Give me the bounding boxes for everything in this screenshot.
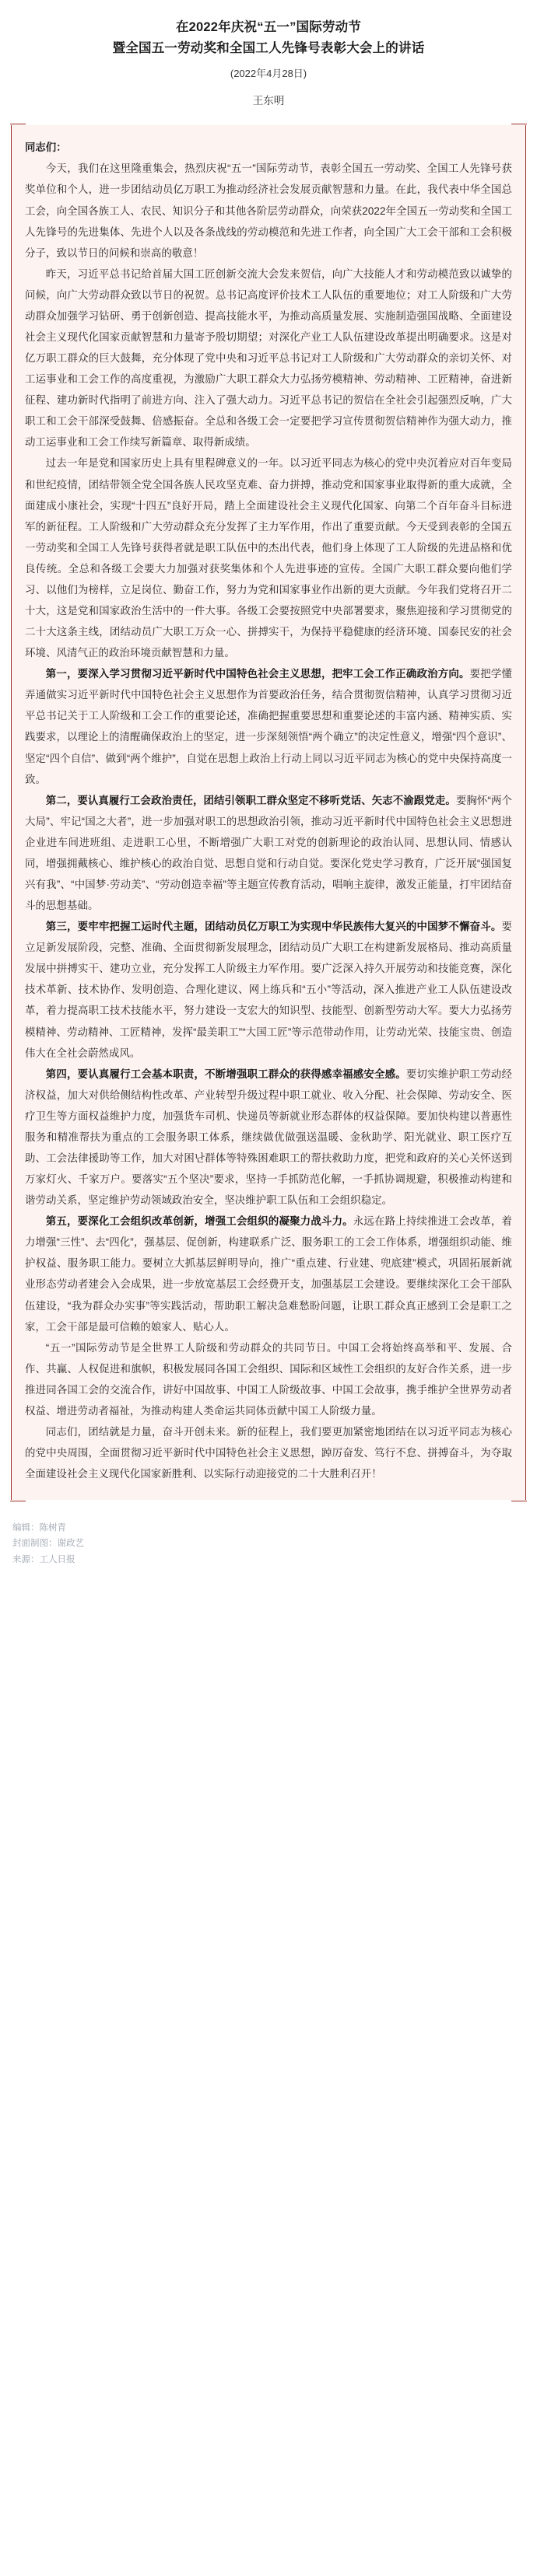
footer-credit-line: 来源：工人日报 bbox=[12, 1554, 75, 1564]
speech-section-paragraph bbox=[25, 663, 512, 789]
salutation: 同志们： bbox=[25, 141, 67, 153]
section-lead-heading: 第四，要认真履行工会基本职责，不断增强职工群众的获得感幸福感安全感。 bbox=[45, 1068, 406, 1080]
author-name: 王东明 bbox=[252, 94, 285, 107]
speech-body-wrapper bbox=[11, 125, 526, 1501]
section-lead-heading: 第三，要牢牢把握工运时代主题，团结动员亿万职工为实现中华民族伟大复兴的中国梦不懈奋斗。 bbox=[45, 921, 502, 933]
speech-paragraph bbox=[25, 1421, 512, 1484]
publication-date: (2022年4月28日) bbox=[230, 68, 307, 80]
footer-credit-line: 封面制图：谢政艺 bbox=[12, 1539, 84, 1549]
speech-section-paragraph bbox=[25, 1064, 512, 1211]
speech-body-card bbox=[11, 125, 526, 1501]
paragraph-text: 过去一年是党和国家历史上具有里程碑意义的一年。以习近平同志为核心的党中央沉着应对百年变局和世纪疫情，团结带领全党全国各族人民攻坚克难、奋力拼搏，推动党和国家事业取得新的重大成就，全面建成小康社会，实现“十四五”良好开局，踏上全面建设社会主义现代化国家、向第二个百年奋斗目标进军的新征程。工人阶级和广大劳动群众充分发挥了主力军作用，作出了重要贡献。今天受到表彰的全国五一劳动奖和全国工人先锋号获得者就是职工队伍中的杰出代表，他们身上体现了工人阶级的先进品格和优良传统。全总和各级工会要大力加强对获奖集体和个人先进事迹的宣传。全国广大职工群众要向他们学习、以他们为榜样，立足岗位、勤奋工作，努力为党和国家事业作出新的更大贡献。今年我们党将召开二十大，这是党和国家政治生活中的一件大事。各级工会要按照党中央部署要求，聚焦迎接和学习贯彻党的二十大这条主线，团结动员广大职工万众一心、拼搏实干，为保持平稳健康的经济环境、国泰民安的社会环境、风清气正的政治环境贡献智慧和力量。 bbox=[25, 457, 512, 659]
speech-section-paragraph bbox=[25, 916, 512, 1064]
corner-bracket-top-left-icon bbox=[10, 124, 26, 133]
speech-paragraph bbox=[25, 453, 512, 663]
paragraph-text: 要把学懂弄通做实习近平新时代中国特色社会主义思想作为首要政治任务，结合贯彻贺信精神，认真学习贯彻习近平总书记关于工人阶级和工会工作的重要论述，准确把握重要思想和重要论述的丰富内涵、精神实质、实践要求，以理论上的清醒确保政治上的坚定，进一步深刻领悟“两个确立”的决定性意义，增强“四个意识”、坚定“四个自信”、做到“两个维护”，自觉在思想上政治上行动上同以习近平同志为核心的党中央保持高度一致。 bbox=[25, 668, 512, 785]
footer-credit-line: 编辑：陈树青 bbox=[12, 1523, 66, 1533]
section-lead-heading: 第五，要深化工会组织改革创新，增强工会组织的凝聚力战斗力。 bbox=[45, 1215, 353, 1228]
speech-section-paragraph bbox=[25, 1211, 512, 1337]
paragraph-text: 今天，我们在这里隆重集会，热烈庆祝“五一”国际劳动节，表彰全国五一劳动奖、全国工人先锋号获奖单位和个人，进一步团结动员亿万职工为推动经济社会发展贡献智慧和力量。在此，我代表中华全国总工会，向全国各族工人、农民、知识分子和其他各阶层劳动群众，向荣获2022年全国五一劳动奖和全国工人先锋号的先进集体、先进个人以及各条战线的劳动模范和先进工作者，向全国广大工会干部和工会积极分子，致以节日的问候和崇高的敬意！ bbox=[25, 163, 512, 259]
speech-paragraph bbox=[25, 1337, 512, 1421]
corner-bracket-bottom-right-icon bbox=[511, 1492, 527, 1501]
paragraph-text: 要立足新发展阶段，完整、准确、全面贯彻新发展理念，团结动员广大职工在构建新发展格局、推动高质量发展中拼搏实干、建功立业，充分发挥工人阶级主力军作用。要广泛深入持久开展劳动和技能竞赛，深化技术革新、技术协作、发明创造、合理化建议、网上练兵和“五小”等活动，深入推进产业工人队伍建设改革，着力提高职工技术技能水平，努力建设一支宏大的知识型、技能型、创新型劳动大军。要大力弘扬劳模精神、劳动精神、工匠精神，发挥“最美职工”“大国工匠”等示范带动作用，让劳动光荣、技能宝贵、创造伟大在全社会蔚然成风。 bbox=[25, 921, 512, 1059]
paragraph-text: 昨天，习近平总书记给首届大国工匠创新交流大会发来贺信，向广大技能人才和劳动模范致以诚挚的问候，向广大劳动群众致以节日的祝贺。总书记高度评价技术工人队伍的重要地位；对工人阶级和广大劳动群众加强学习钻研、勇于创新创造、提高技能水平，为推动高质量发展、实施制造强国战略、全面建设社会主义现代化国家贡献智慧和力量寄予殷切期望；对深化产业工人队伍建设改革提出明确要求。这是对亿万职工群众的巨大鼓舞，充分体现了党中央和习近平总书记对工人阶级和广大劳动群众的亲切关怀、对工运事业和工会工作的高度重视，为激励广大职工群众大力弘扬劳模精神、劳动精神、工匠精神，奋进新征程、建功新时代指明了前进方向、注入了强大动力。习近平总书记的贺信在全社会引起强烈反响，广大职工和工会干部深受鼓舞、倍感振奋。全总和各级工会一定要把学习宣传贯彻贺信精神作为强大动力，推动工运事业和工会工作续写新篇章、取得新成绩。 bbox=[25, 267, 512, 449]
section-lead-heading: 第二，要认真履行工会政治责任，团结引领职工群众坚定不移听党话、矢志不渝跟党走。 bbox=[45, 794, 456, 806]
page-title-line-1: 在2022年庆祝“五一”国际劳动节 bbox=[175, 20, 362, 34]
paragraph-text: 要胸怀“两个大局”、牢记“国之大者”，进一步加强对职工的思想政治引领，推动习近平新时代中国特色社会主义思想进企业进车间进班组、走进职工心里，不断增强广大职工对党的创新理论的政治认同、思想认同、情感认同，增强拥戴核心、维护核心的政治自觉、思想自觉和行动自觉。要深化党史学习教育，广泛开展“强国复兴有我”、“中国梦·劳动美”、“劳动创造幸福”等主题宣传教育活动，唱响主旋律，激发正能量，打牢团结奋斗的思想基础。 bbox=[25, 794, 512, 912]
speech-section-paragraph bbox=[25, 790, 512, 916]
speech-paragraph bbox=[25, 264, 512, 453]
corner-bracket-top-right-icon bbox=[511, 124, 527, 133]
section-lead-heading: 第一，要深入学习贯彻习近平新时代中国特色社会主义思想，把牢工会工作正确政治方向。 bbox=[45, 668, 470, 680]
paragraph-text: 同志们，团结就是力量，奋斗开创未来。新的征程上，我们要更加紧密地团结在以习近平同志为核心的党中央周围，全面贯彻习近平新时代中国特色社会主义思想，踔厉奋发、笃行不怠、拼搏奋斗，为夺取全面建设社会主义现代化国家新胜利、以实际行动迎接党的二十大胜利召开！ bbox=[25, 1426, 512, 1480]
title-block bbox=[0, 0, 537, 110]
speech-paragraph bbox=[25, 158, 512, 263]
corner-bracket-bottom-left-icon bbox=[10, 1492, 26, 1501]
page-title-line-2: 暨全国五一劳动奖和全国工人先锋号表彰大会上的讲话 bbox=[112, 40, 425, 55]
footer-credits bbox=[0, 1500, 537, 1581]
paragraph-text: 要切实维护职工劳动经济权益，加大对供给侧结构性改革、产业转型升级过程中职工就业、收入分配、社会保障、劳动安全、医疗卫生等方面权益维护力度，加强货车司机、快递员等新就业形态群体的权益保障。要加快构建以普惠性服务和精准帮扶为重点的工会服务职工体系，继续做优做强送温暖、金秋助学、阳光就业、职工医疗互助、工会法律援助等工作，加大对困난群体等特殊困难职工的帮扶救助力度，把党和政府的关心关怀送到万家灯火、千家万户。要落实“五个坚决”要求，坚持一手抓防范化解，一手抓协调规避，积极推动构建和谐劳动关系，坚定维护劳动领域政治安全，坚决维护职工队伍和工会组织稳定。 bbox=[25, 1068, 513, 1207]
paragraph-list bbox=[25, 158, 512, 1484]
paragraph-text: 永远在路上持续推进工会改革，着力增强“三性”、去“四化”，强基层、促创新，构建联系广泛、服务职工的工会工作体系，增强组织动能、维护权益、服务职工能力。要树立大抓基层鲜明导向，推广“重点建、行业建、兜底建”模式，巩固拓展新就业形态劳动者建会入会成果，进一步放宽基层工会经费开支，加强基层工会建设。要继续深化工会干部队伍建设，“我为群众办实事”等实践活动，帮助职工解决急难愁盼问题，让职工群众真正感到工会是职工之家，工会干部是最可信赖的娘家人、贴心人。 bbox=[25, 1215, 512, 1333]
paragraph-text: “五一”国际劳动节是全世界工人阶级和劳动群众的共同节日。中国工会将始终高举和平、发展、合作、共赢、人权促进和旗帜，积极发展同各国工会组织、国际和区域性工会组织的友好合作关系，进一步推进同各国工会的交流合作，讲好中国故事、中国工人阶级故事、中国工会故事，携手维护全世界劳动者权益、增进劳动者福祉，为推动构建人类命运共同体贡献中国工人阶级力量。 bbox=[25, 1341, 512, 1417]
